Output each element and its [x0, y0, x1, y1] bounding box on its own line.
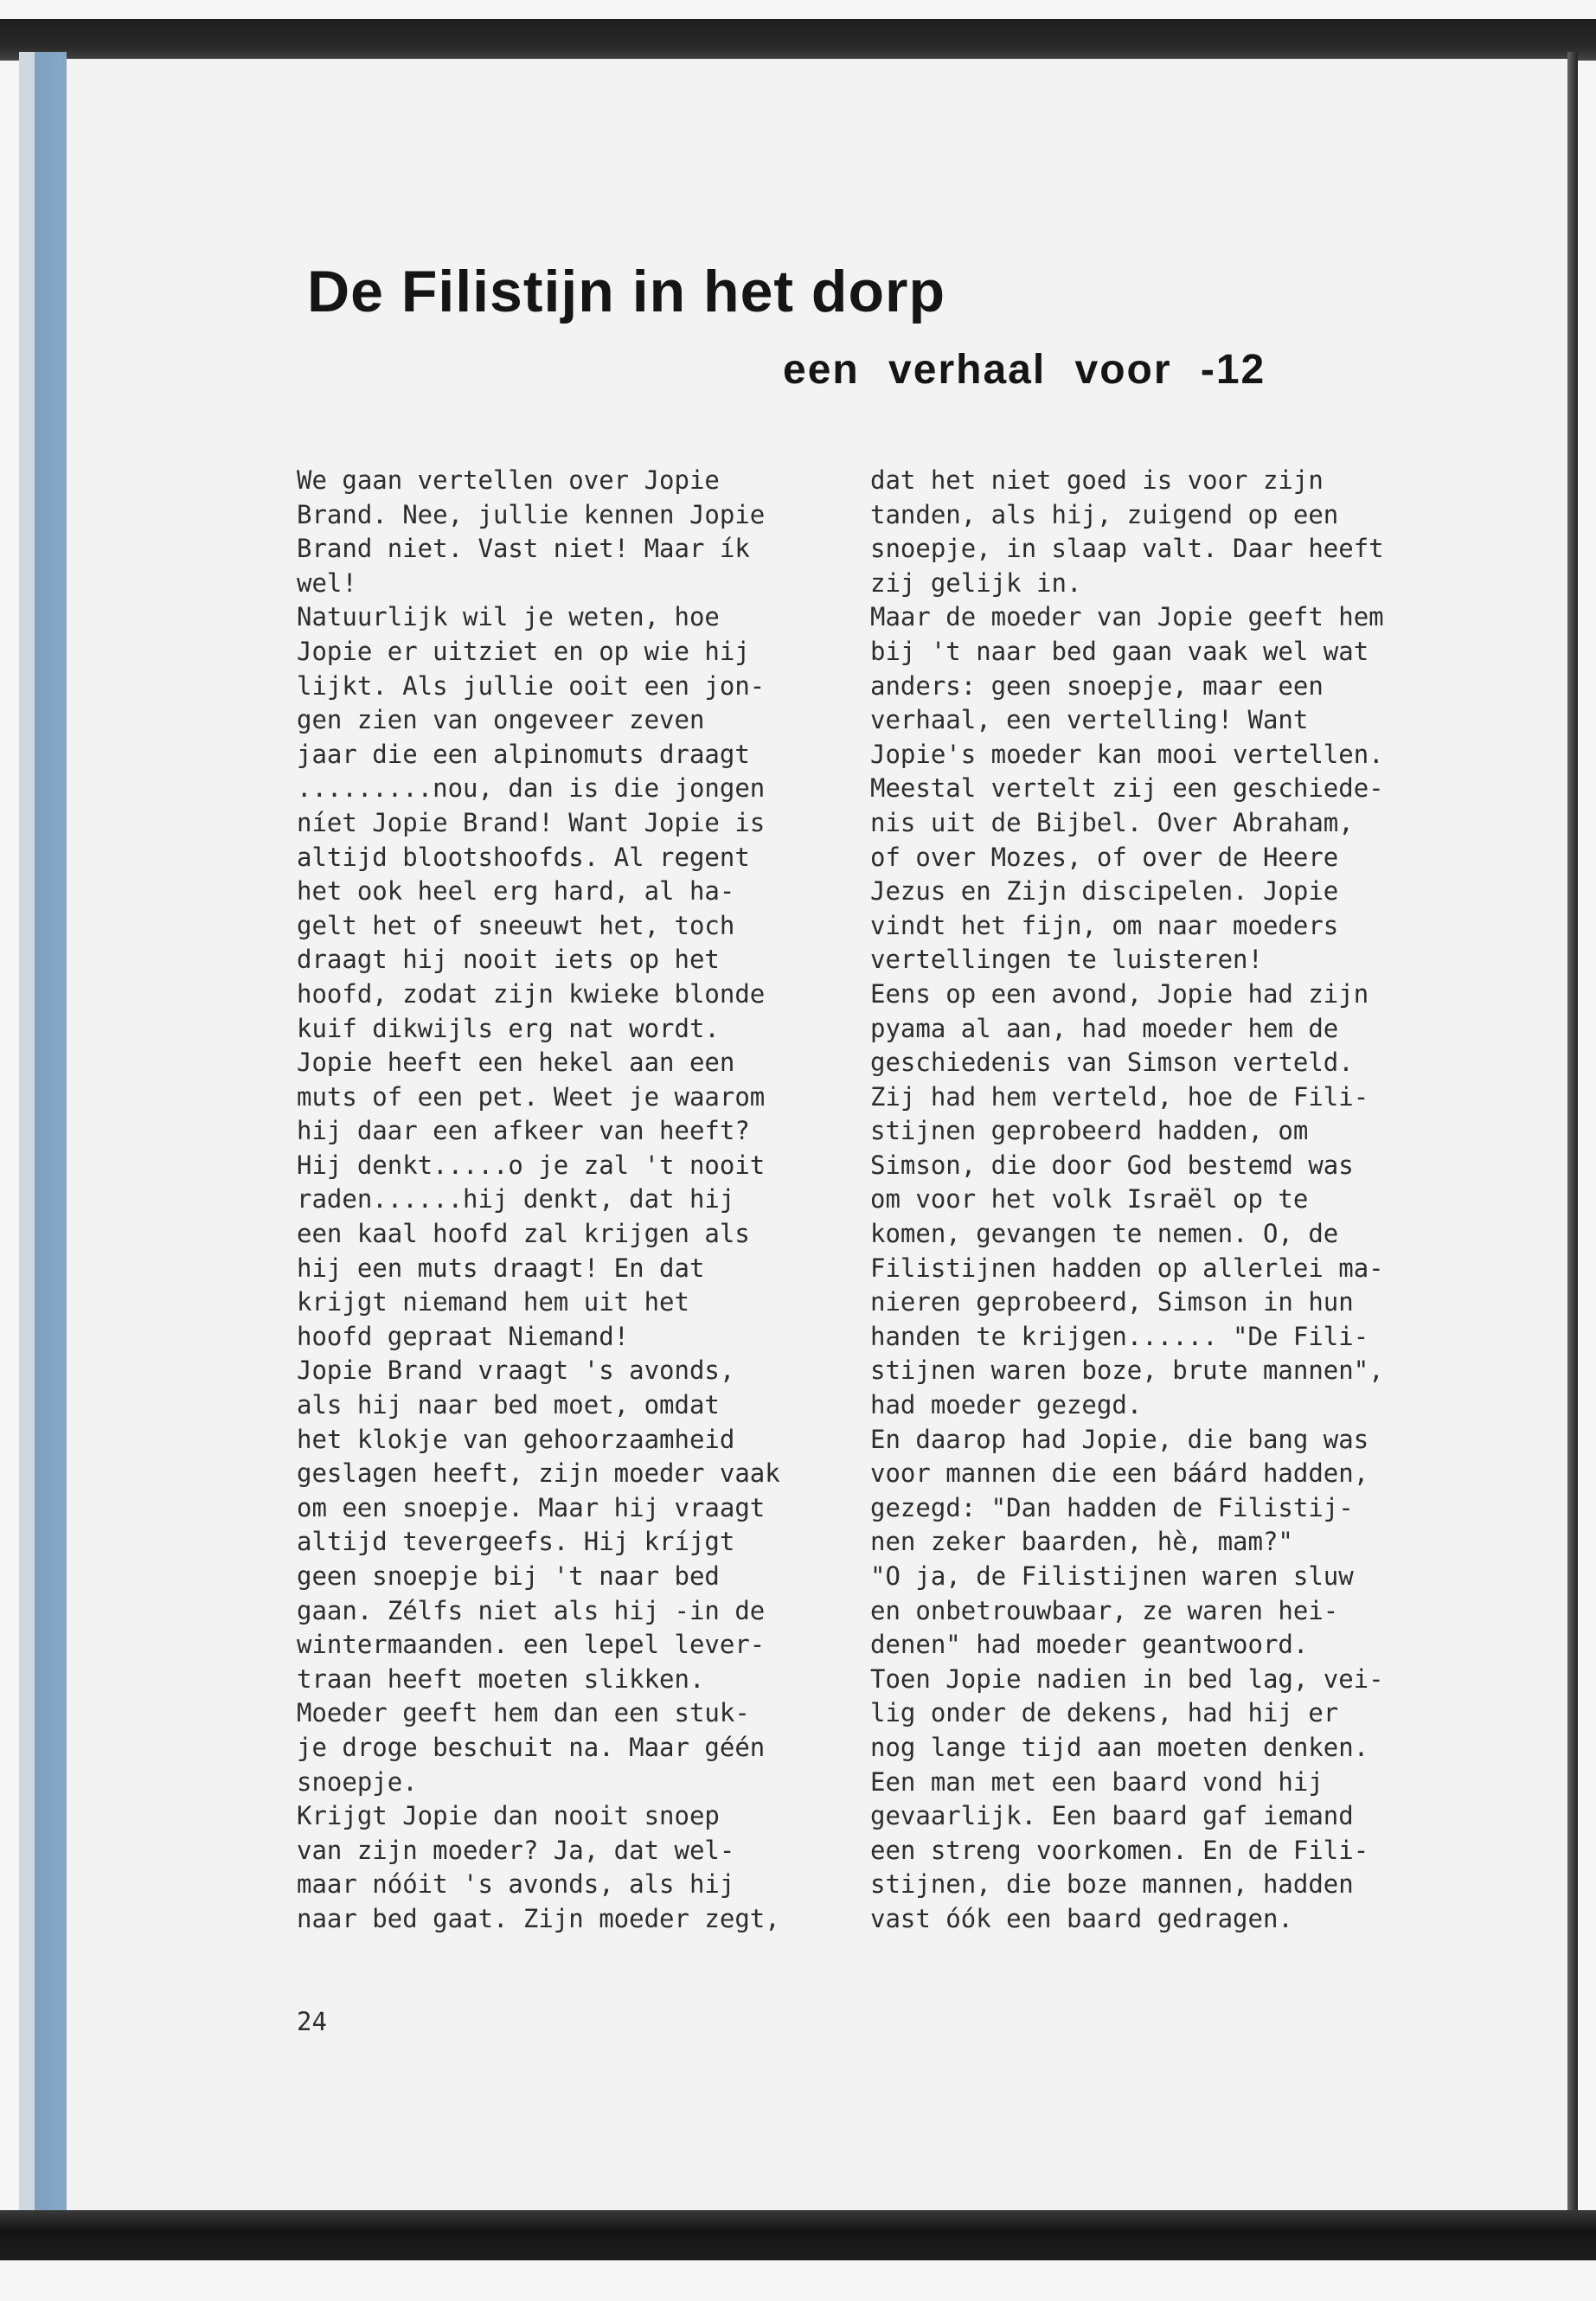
text-line: kuif dikwijls erg nat wordt.: [297, 1013, 720, 1043]
text-line: hij daar een afkeer van heeft?: [297, 1116, 750, 1146]
text-line: raden......hij denkt, dat hij: [297, 1184, 735, 1215]
text-line: een kaal hoofd zal krijgen als: [297, 1219, 750, 1249]
text-line: geslagen heeft, zijn moeder vaak: [297, 1458, 780, 1489]
text-line: vast óók een baard gedragen.: [870, 1903, 1293, 1933]
text-line: En daarop had Jopie, die bang was: [870, 1424, 1369, 1454]
text-line: Jopie er uitziet en op wie hij: [297, 636, 750, 666]
article-subtitle: een verhaal voor -12: [783, 347, 1266, 393]
text-line: voor mannen die een báárd hadden,: [870, 1458, 1369, 1489]
text-line: Moeder geeft hem dan een stuk-: [297, 1698, 750, 1728]
text-line: krijgt niemand hem uit het: [297, 1287, 689, 1317]
text-line: van zijn moeder? Ja, dat wel-: [297, 1835, 735, 1865]
text-line: maar nóóit 's avonds, als hij: [297, 1869, 735, 1900]
text-line: denen" had moeder geantwoord.: [870, 1630, 1309, 1660]
text-line: om voor het volk Israël op te: [870, 1184, 1309, 1215]
text-line: .........nou, dan is die jongen: [297, 773, 766, 804]
text-line: nis uit de Bijbel. Over Abraham,: [870, 807, 1354, 837]
text-line: snoepje.: [297, 1766, 418, 1797]
text-line: nog lange tijd aan moeten denken.: [870, 1732, 1369, 1762]
text-line: verhaal, een vertelling! Want: [870, 705, 1309, 735]
text-line: hoofd gepraat Niemand!: [297, 1321, 630, 1351]
text-line: Een man met een baard vond hij: [870, 1766, 1324, 1797]
text-line: nen zeker baarden, hè, mam?": [870, 1527, 1293, 1557]
text-line: níet Jopie Brand! Want Jopie is: [297, 807, 766, 837]
text-line: gevaarlijk. Een baard gaf iemand: [870, 1801, 1354, 1831]
text-line: geschiedenis van Simson verteld.: [870, 1048, 1354, 1078]
text-line: lijkt. Als jullie ooit een jon-: [297, 670, 766, 701]
page-number: 24: [297, 2007, 327, 2036]
text-line: anders: geen snoepje, maar een: [870, 670, 1324, 701]
text-line: Brand niet. Vast niet! Maar ík: [297, 534, 750, 564]
text-line: altijd tevergeefs. Hij kríjgt: [297, 1527, 735, 1557]
text-line: stijnen waren boze, brute mannen",: [870, 1356, 1384, 1386]
scan-right-border: [1567, 52, 1578, 2214]
text-column-right: [870, 464, 1476, 1937]
text-line: wel!: [297, 567, 357, 598]
text-line: als hij naar bed moet, omdat: [297, 1390, 720, 1420]
text-line: Toen Jopie nadien in bed lag, vei-: [870, 1663, 1384, 1694]
text-line: je droge beschuit na. Maar géén: [297, 1732, 766, 1762]
text-line: gen zien van ongeveer zeven: [297, 705, 705, 735]
text-line: snoepje, in slaap valt. Daar heeft: [870, 534, 1384, 564]
text-line: handen te krijgen...... "De Fili-: [870, 1321, 1369, 1351]
text-line: bij 't naar bed gaan vaak wel wat: [870, 636, 1369, 666]
text-line: geen snoepje bij 't naar bed: [297, 1561, 720, 1591]
text-line: het klokje van gehoorzaamheid: [297, 1424, 735, 1454]
text-line: Brand. Nee, jullie kennen Jopie: [297, 499, 766, 529]
text-line: komen, gevangen te nemen. O, de: [870, 1219, 1339, 1249]
text-line: Jopie's moeder kan mooi vertellen.: [870, 739, 1384, 769]
book-spine-edge: [19, 52, 67, 2214]
text-line: Maar de moeder van Jopie geeft hem: [870, 602, 1384, 632]
text-line: tanden, als hij, zuigend op een: [870, 499, 1339, 529]
text-line: Jopie Brand vraagt 's avonds,: [297, 1356, 735, 1386]
text-line: Krijgt Jopie dan nooit snoep: [297, 1801, 720, 1831]
text-line: een streng voorkomen. En de Fili-: [870, 1835, 1369, 1865]
text-line: naar bed gaat. Zijn moeder zegt,: [297, 1903, 780, 1933]
text-line: en onbetrouwbaar, ze waren hei-: [870, 1595, 1339, 1625]
text-line: pyama al aan, had moeder hem de: [870, 1013, 1339, 1043]
text-line: hij een muts draagt! En dat: [297, 1253, 705, 1283]
text-line: Meestal vertelt zij een geschiede-: [870, 773, 1384, 804]
text-line: We gaan vertellen over Jopie: [297, 465, 720, 495]
text-line: het ook heel erg hard, al ha-: [297, 876, 735, 907]
text-line: zij gelijk in.: [870, 567, 1082, 598]
text-line: Jopie heeft een hekel aan een: [297, 1048, 735, 1078]
text-line: Eens op een avond, Jopie had zijn: [870, 978, 1369, 1009]
text-line: stijnen geprobeerd hadden, om: [870, 1116, 1309, 1146]
article-title: De Filistijn in het dorp: [307, 259, 945, 324]
text-line: traan heeft moeten slikken.: [297, 1663, 705, 1694]
scan-top-border: [0, 19, 1596, 61]
text-line: Jezus en Zijn discipelen. Jopie: [870, 876, 1339, 907]
text-line: lig onder de dekens, had hij er: [870, 1698, 1339, 1728]
text-line: muts of een pet. Weet je waarom: [297, 1081, 766, 1112]
scan-bottom-border: [0, 2210, 1596, 2260]
text-line: wintermaanden. een lepel lever-: [297, 1630, 766, 1660]
text-line: vindt het fijn, om naar moeders: [870, 910, 1339, 940]
text-line: had moeder gezegd.: [870, 1390, 1143, 1420]
text-line: jaar die een alpinomuts draagt: [297, 739, 750, 769]
text-line: of over Mozes, of over de Heere: [870, 842, 1339, 872]
text-line: Simson, die door God bestemd was: [870, 1150, 1354, 1180]
text-line: gelt het of sneeuwt het, toch: [297, 910, 735, 940]
text-line: draagt hij nooit iets op het: [297, 945, 720, 975]
text-line: Zij had hem verteld, hoe de Fili-: [870, 1081, 1369, 1112]
text-line: nieren geprobeerd, Simson in hun: [870, 1287, 1354, 1317]
text-line: "O ja, de Filistijnen waren sluw: [870, 1561, 1354, 1591]
text-line: Filistijnen hadden op allerlei ma-: [870, 1253, 1384, 1283]
text-line: dat het niet goed is voor zijn: [870, 465, 1324, 495]
text-line: gezegd: "Dan hadden de Filistij-: [870, 1492, 1354, 1522]
text-line: gaan. Zélfs niet als hij -in de: [297, 1595, 766, 1625]
text-line: Hij denkt.....o je zal 't nooit: [297, 1150, 766, 1180]
text-line: vertellingen te luisteren!: [870, 945, 1263, 975]
text-line: om een snoepje. Maar hij vraagt: [297, 1492, 766, 1522]
text-line: hoofd, zodat zijn kwieke blonde: [297, 978, 766, 1009]
text-line: altijd blootshoofds. Al regent: [297, 842, 750, 872]
text-column-left: [297, 464, 850, 1937]
text-line: stijnen, die boze mannen, hadden: [870, 1869, 1354, 1900]
text-line: Natuurlijk wil je weten, hoe: [297, 602, 720, 632]
